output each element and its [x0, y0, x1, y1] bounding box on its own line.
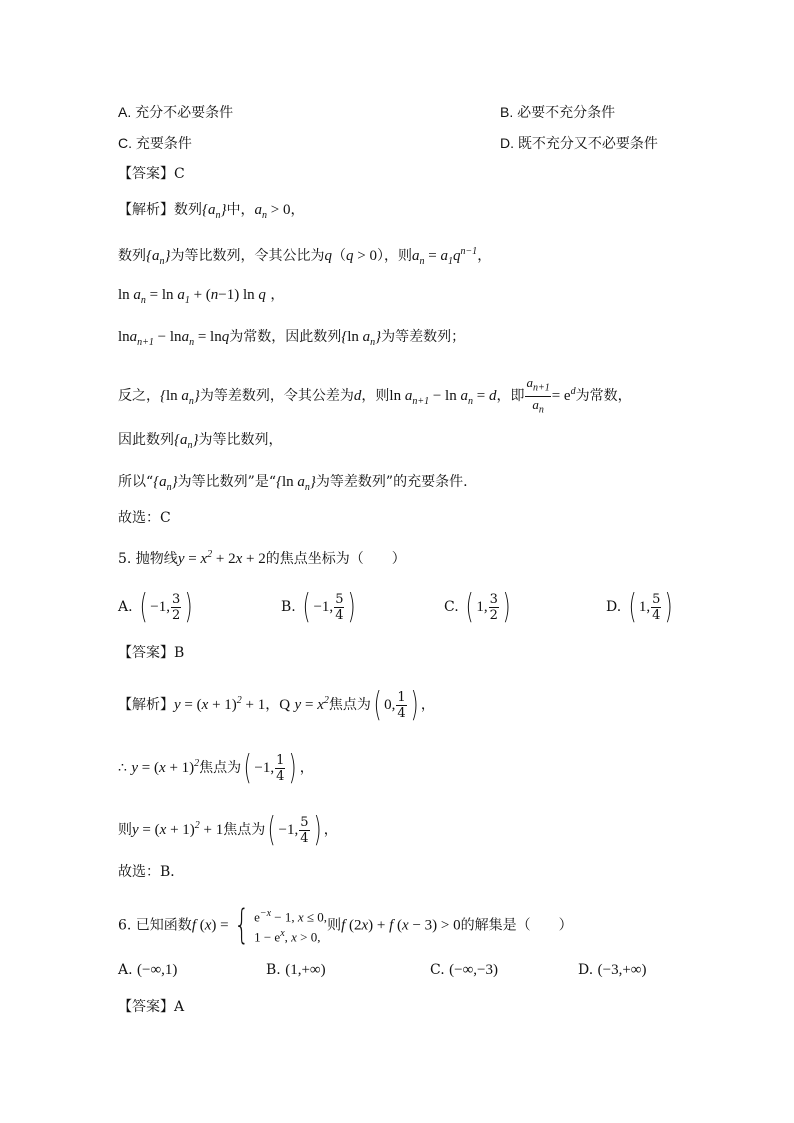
- q5-option-b: B. ( −1, $\frac{5}{4}$ ): [281, 587, 357, 627]
- q6-option-c: C. (−∞,−3): [430, 962, 498, 978]
- text: 为等比数列，: [198, 432, 283, 448]
- text: ，则: [383, 248, 412, 264]
- option-b: B. 必要不充分条件: [500, 104, 616, 120]
- q5-option-a: A. ( −1, $\frac{3}{2}$ ): [118, 587, 193, 627]
- text: 中，: [226, 202, 255, 218]
- option-label: C.: [430, 962, 445, 978]
- option-label: D.: [578, 962, 594, 978]
- text: 为等差数列，令其公差为: [199, 388, 354, 405]
- q6-option-a: A. (−∞,1): [118, 962, 178, 978]
- q5-option-d: D. ( 1, $\frac{5}{4}$ ): [606, 587, 674, 627]
- q5-analysis-line-3: 则$y = (x + 1)^2 + 1$焦点为( −1, $\frac{5}{4}$ ) ，: [118, 810, 338, 850]
- text: ，: [265, 697, 280, 713]
- option-d: D. 既不充分又不必要条件: [500, 135, 658, 151]
- text: 6. 已知函数: [118, 917, 192, 934]
- text: 数列: [174, 202, 202, 218]
- q6-option-b: B. (1,+∞): [266, 962, 326, 978]
- option-a: A. 充分不必要条件: [118, 104, 234, 120]
- text: 的焦点坐标为（ ）: [265, 551, 406, 567]
- analysis-line-3: $\ln a_n = \ln a_1 + (n-1)$ ln q ，: [118, 287, 285, 306]
- option-label: B.: [266, 962, 281, 978]
- text: 数列: [118, 248, 146, 264]
- analysis-line-2: 数列$\{a_n\}$为等比数列，令其公比为q（q > 0），则$a_n = a_1q^{n-1}$，: [118, 246, 492, 267]
- analysis-label: 【解析】: [118, 202, 174, 218]
- text: 为等差数列”的充要条件.: [315, 474, 468, 490]
- text: 焦点为: [199, 760, 242, 776]
- conclusion-q5: 故选：B．: [118, 864, 185, 880]
- analysis-label: 【解析】: [118, 697, 174, 713]
- analysis-line-5: 反之，{ln $a_n$}为等差数列，令其公差为d，则$\ln a_{n+1} - \ln a_n = d$，即 $\frac{a_{n+1}}{a_n}$ = $e^d$为常数，: [118, 375, 632, 416]
- text: 为常数，: [575, 388, 632, 405]
- option-label: A.: [118, 599, 133, 615]
- text: 反之，: [118, 388, 160, 405]
- answer-q6: 【答案】A: [118, 999, 185, 1015]
- text: ，则: [361, 388, 390, 405]
- text: 焦点为: [223, 822, 266, 838]
- text: 为等比数列，令其公比为: [170, 248, 325, 264]
- text: 5. 抛物线: [118, 551, 178, 567]
- q5-analysis-line-1: 【解析】$y = (x + 1)^2 + 1$，Q $y = x^2$焦点为( 0, $\frac{1}{4}$ ) ，: [118, 685, 435, 725]
- text: 则: [118, 822, 132, 838]
- text: 所以“: [118, 474, 154, 490]
- answer-q4: 【答案】C: [118, 166, 185, 182]
- text: ∴: [118, 760, 127, 776]
- text: 为常数，因此数列: [229, 329, 342, 345]
- text: 的解集是（ ）: [460, 917, 573, 934]
- q5-analysis-line-2: ∴ $y = (x + 1)^2$焦点为( −1, $\frac{1}{4}$ ) ，: [118, 748, 314, 788]
- text: ，即: [496, 388, 525, 405]
- text: 为等差数列；: [381, 329, 466, 345]
- option-label: A.: [118, 962, 133, 978]
- question-5-stem: 5. 抛物线$y = x^2 + 2x + 2$的焦点坐标为（ ）: [118, 549, 406, 567]
- option-label: C.: [444, 599, 459, 615]
- option-label: B.: [281, 599, 296, 615]
- option-c: C. 充要条件: [118, 135, 192, 151]
- question-6-stem: 6. 已知函数f (x) = { $e^{-x} - 1$, x ≤ 0, $1 - e^x$, x > 0, 则f (2x) + f (x − 3) > 0的解集是（ ）: [118, 902, 573, 949]
- option-label: D.: [606, 599, 622, 615]
- text: 因此数列: [118, 432, 174, 448]
- q5-option-c: C. ( 1, $\frac{3}{2}$ ): [444, 587, 511, 627]
- analysis-line-1: 【解析】数列$\{a_n\}$中，$a_n > 0$，: [118, 202, 305, 221]
- text: 则: [327, 917, 342, 934]
- analysis-line-7: 所以“$\{a_n\}$为等比数列”是“{ln $a_n$}为等差数列”的充要条件.: [118, 474, 468, 493]
- analysis-line-6: 因此数列$\{a_n\}$为等比数列，: [118, 432, 283, 451]
- text: 为等比数列”是“: [177, 474, 276, 490]
- answer-q5: 【答案】B: [118, 645, 185, 661]
- text: 焦点为: [328, 697, 371, 713]
- conclusion-q4: 故选：C: [118, 510, 171, 526]
- analysis-line-4: lna$_{n+1}$ − lna$_n$ = lnq为常数，因此数列{ln $a_n$}为等差数列；: [118, 329, 466, 348]
- q6-option-d: D. (−3,+∞): [578, 962, 647, 978]
